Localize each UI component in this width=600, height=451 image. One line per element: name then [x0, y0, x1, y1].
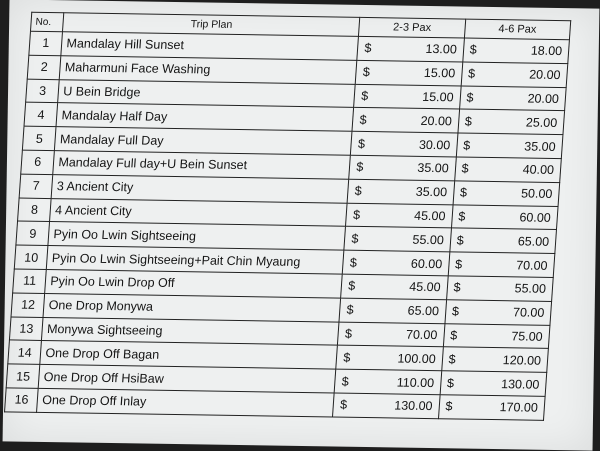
currency-symbol: $	[364, 41, 372, 56]
currency-symbol: $	[347, 279, 356, 294]
currency-symbol: $	[449, 328, 458, 343]
price-2-3-pax-cell	[336, 345, 443, 370]
price-value: 20.00	[420, 113, 453, 129]
trip-plan-cell: Pyin Oo Lwin Sightseeing	[48, 222, 346, 250]
table-body	[5, 31, 570, 420]
row-number: 11	[13, 269, 47, 293]
price-list	[4, 12, 591, 421]
currency-symbol: $	[459, 185, 468, 200]
row-number: 10	[14, 245, 48, 269]
currency-symbol: $	[461, 161, 470, 176]
price-4-6-pax-cell	[443, 323, 550, 348]
trip-plan-cell: 4 Ancient City	[50, 198, 348, 226]
row-number: 7	[19, 174, 53, 198]
currency-symbol: $	[339, 397, 348, 413]
price-value: 170.00	[499, 400, 539, 416]
currency-symbol: $	[352, 207, 361, 222]
price-value: 15.00	[423, 66, 456, 81]
price-value: 20.00	[527, 91, 560, 107]
price-value: 18.00	[530, 43, 563, 59]
currency-symbol: $	[362, 65, 371, 80]
price-value: 55.00	[412, 232, 445, 248]
price-value: 70.00	[515, 257, 549, 273]
header-no: No.	[30, 12, 64, 31]
price-2-3-pax-cell	[343, 250, 450, 275]
trip-plan-cell: One Drop Off HsiBaw	[39, 365, 337, 393]
currency-symbol: $	[457, 209, 466, 224]
currency-symbol: $	[454, 256, 463, 272]
trip-price-table	[4, 12, 571, 421]
price-value: 25.00	[525, 115, 558, 130]
row-number: 14	[8, 340, 42, 364]
trip-plan-cell: Mandalay Full Day	[55, 127, 353, 155]
price-value: 110.00	[396, 375, 435, 390]
trip-plan-cell: Pyin Oo Lwin Drop Off	[45, 269, 343, 297]
price-4-6-pax-cell	[451, 204, 558, 229]
price-value: 65.00	[517, 234, 550, 249]
trip-plan-cell: 3 Ancient City	[52, 174, 350, 202]
price-value: 75.00	[510, 329, 544, 344]
price-4-6-pax-cell	[441, 347, 548, 372]
price-value: 130.00	[393, 398, 433, 414]
trip-plan-cell: Mandalay Hill Sunset	[61, 32, 359, 60]
row-number: 16	[5, 388, 39, 412]
currency-symbol: $	[462, 138, 471, 153]
price-value: 45.00	[408, 280, 442, 295]
currency-symbol: $	[354, 184, 363, 199]
price-2-3-pax-cell	[338, 322, 445, 347]
price-2-3-pax-cell	[341, 274, 448, 299]
price-4-6-pax-cell	[459, 86, 566, 111]
price-4-6-pax-cell	[461, 62, 568, 87]
price-4-6-pax-cell	[462, 38, 569, 63]
price-2-3-pax-cell	[334, 369, 441, 394]
trip-plan-cell: One Drop Off Inlay	[37, 388, 335, 416]
row-number: 8	[18, 198, 52, 222]
currency-symbol: $	[342, 350, 351, 365]
trip-plan-cell: Maharmuni Face Washing	[60, 56, 358, 84]
currency-symbol: $	[448, 352, 457, 367]
price-value: 45.00	[413, 208, 446, 224]
header-price-4-6-pax: 4-6 Pax	[464, 19, 571, 40]
price-value: 30.00	[418, 137, 451, 152]
price-value: 13.00	[425, 42, 458, 57]
price-value: 70.00	[512, 305, 545, 320]
row-number: 13	[9, 317, 43, 341]
price-4-6-pax-cell	[448, 252, 555, 277]
price-4-6-pax-cell	[453, 181, 560, 206]
trip-plan-cell: Mandalay Full day+U Bein Sunset	[53, 151, 351, 179]
header-trip-plan: Trip Plan	[63, 13, 360, 37]
price-value: 65.00	[407, 303, 440, 319]
currency-symbol: $	[466, 90, 474, 105]
price-4-6-pax-cell	[454, 157, 561, 182]
trip-plan-cell: U Bein Bridge	[58, 79, 356, 107]
currency-symbol: $	[351, 231, 359, 246]
price-2-3-pax-cell	[356, 60, 463, 85]
price-value: 15.00	[421, 89, 455, 105]
currency-symbol: $	[360, 88, 369, 104]
price-value: 100.00	[397, 351, 437, 366]
row-number: 4	[24, 103, 58, 127]
row-number: 3	[26, 79, 60, 103]
price-2-3-pax-cell	[346, 203, 453, 228]
row-number: 12	[11, 293, 45, 317]
price-4-6-pax-cell	[446, 276, 553, 301]
price-value: 50.00	[520, 186, 553, 202]
price-2-3-pax-cell	[351, 131, 458, 156]
price-value: 120.00	[502, 352, 542, 368]
price-value: 40.00	[522, 162, 555, 178]
currency-symbol: $	[456, 233, 465, 248]
currency-symbol: $	[469, 43, 478, 58]
price-4-6-pax-cell	[450, 228, 557, 253]
trip-plan-cell: One Drop Off Bagan	[40, 341, 338, 369]
currency-symbol: $	[346, 302, 355, 317]
currency-symbol: $	[349, 255, 358, 270]
header-price-2-3-pax: 2-3 Pax	[359, 17, 466, 38]
price-4-6-pax-cell	[458, 109, 565, 134]
currency-symbol: $	[359, 112, 368, 127]
price-2-3-pax-cell	[357, 36, 464, 61]
trip-plan-cell: Mandalay Half Day	[56, 103, 354, 131]
price-2-3-pax-cell	[354, 84, 461, 109]
price-value: 20.00	[528, 67, 561, 83]
currency-symbol: $	[344, 326, 353, 341]
row-number: 9	[16, 221, 50, 245]
price-4-6-pax-cell	[456, 133, 563, 158]
price-4-6-pax-cell	[445, 300, 552, 325]
currency-symbol: $	[446, 375, 455, 390]
currency-symbol: $	[341, 374, 350, 389]
price-4-6-pax-cell	[438, 395, 545, 420]
price-value: 55.00	[514, 281, 547, 297]
price-2-3-pax-cell	[333, 393, 440, 418]
price-value: 70.00	[405, 327, 438, 343]
price-2-3-pax-cell	[344, 227, 451, 252]
price-2-3-pax-cell	[352, 108, 459, 133]
paper-sheet	[3, 0, 600, 451]
price-value: 60.00	[519, 210, 552, 225]
price-value: 130.00	[500, 376, 540, 392]
price-2-3-pax-cell	[347, 179, 454, 204]
price-2-3-pax-cell	[349, 155, 456, 180]
price-4-6-pax-cell	[440, 371, 547, 396]
price-value: 60.00	[410, 256, 443, 271]
currency-symbol: $	[444, 399, 453, 414]
price-value: 35.00	[416, 161, 450, 176]
row-number: 5	[22, 126, 56, 150]
price-value: 35.00	[415, 184, 448, 200]
currency-symbol: $	[453, 280, 462, 295]
trip-plan-cell: Pyin Oo Lwin Sightseeing+Pait Chin Myaung	[47, 246, 345, 274]
price-value: 35.00	[523, 139, 557, 154]
trip-plan-cell: Monywa Sightseeing	[42, 317, 340, 345]
row-number: 1	[29, 31, 63, 55]
currency-symbol: $	[464, 114, 473, 129]
currency-symbol: $	[467, 66, 476, 81]
currency-symbol: $	[451, 304, 460, 319]
price-2-3-pax-cell	[339, 298, 446, 323]
currency-symbol: $	[355, 160, 364, 175]
row-number: 15	[6, 364, 40, 388]
currency-symbol: $	[357, 136, 366, 151]
row-number: 6	[21, 150, 55, 174]
trip-plan-cell: One Drop Monywa	[43, 293, 341, 321]
row-number: 2	[27, 55, 61, 79]
